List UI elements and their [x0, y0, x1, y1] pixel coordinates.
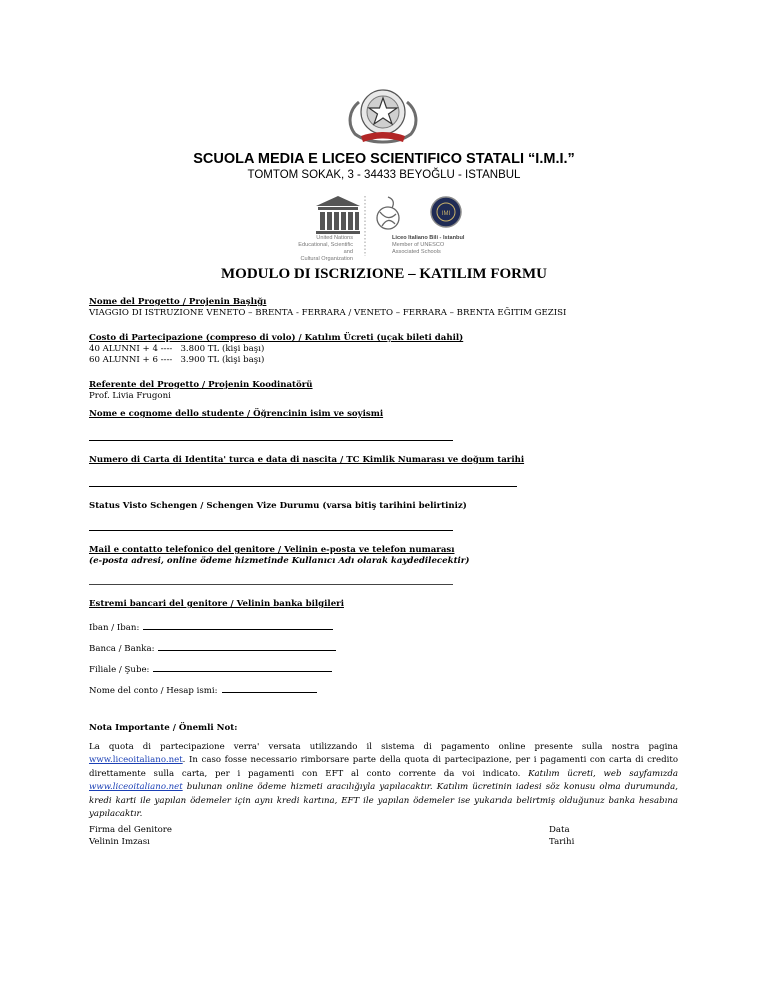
associated-schools-logo	[377, 197, 399, 229]
branch-field: Filiale / Şube:	[89, 663, 332, 676]
contact-label: Mail e contatto telefonico del genitore / Velinin e-posta ve telefon numarası	[89, 545, 455, 555]
id-number-input-line[interactable]	[89, 486, 517, 487]
website-link[interactable]: www.liceoitaliano.net	[89, 782, 183, 793]
iban-input-line[interactable]	[143, 621, 333, 630]
parent-signature-label-tr: Velinin Imzası	[89, 837, 150, 847]
website-link[interactable]: www.liceoitaliano.net	[89, 755, 183, 766]
contact-note: (e-posta adresi, online ödeme hizmetinde Kullanıcı Adı olarak kaydedilecektir)	[89, 556, 470, 566]
coordinator-heading: Referente del Progetto / Projenin Koodinatörü	[89, 380, 313, 390]
id-number-label: Numero di Carta di Identita' turca e data di nascita / TC Kimlik Numarası ve doğum tarihi	[89, 455, 525, 465]
account-name-field: Nome del conto / Hesap ismi:	[89, 684, 317, 697]
note-body: La quota di partecipazione verra' versata utilizzando il sistema di pagamento online presente sulla nostra pagina www.liceoitaliano.net. In caso fosse necessario rimborsare parte della quota di partecipazione, per i pagamenti con carta di credito direttamente sulla carta, per i pagamenti con EFT al conto corrente da voi indicato. Katılım ücreti, web sayfamızda www.liceoitaliano.net bulunan online ödeme hizmeti aracılığıyla yapılacaktır. Katılım ücretinin iadesi söz konusu olma durumunda, kredi karti ile yapılan ödemeler için aynı kredi kartına, EFT ile yapılan ödemeler ise yukarıda belirtmiş olduğunuz banka hesabına yapılacaktır.	[89, 742, 679, 820]
cost-heading: Costo di Partecipazione (compreso di volo) / Katılım Ücreti (uçak bileti dahil)	[89, 333, 464, 343]
account-name-input-line[interactable]	[222, 684, 317, 693]
project-heading: Nome del Progetto / Projenin Başlığı	[89, 297, 267, 307]
contact-input-line[interactable]	[89, 584, 453, 585]
date-label-it: Data	[549, 825, 570, 835]
project-value: VIAGGIO DI ISTRUZIONE VENETO – BRENTA - FERRARA / VENETO – FERRARA – BRENTA EĞITIM GEZISI	[89, 308, 567, 318]
bank-name-field: Banca / Banka:	[89, 642, 336, 655]
member-caption: Liceo Italiano Bili - Istanbul Member of UNESCO Associated Schools	[392, 235, 465, 255]
school-address: TOMTOM SOKAK, 3 - 34433 BEYOĞLU - ISTANBUL	[247, 169, 521, 181]
student-name-label: Nome e cognome dello studente / Öğrencinin isim ve soyismi	[89, 409, 384, 419]
student-name-input-line[interactable]	[89, 440, 453, 441]
bank-name-input-line[interactable]	[158, 642, 336, 651]
unesco-logo	[316, 196, 360, 234]
date-label-tr: Tarihi	[549, 837, 575, 847]
cost-row: 40 ALUNNI + 4 ---- 3.800 TL (kişi başı)	[89, 344, 265, 354]
italian-republic-emblem	[331, 82, 435, 144]
iban-field: Iban / Iban:	[89, 621, 333, 634]
parent-signature-label-it: Firma del Genitore	[89, 825, 172, 835]
svg-text:IMI: IMI	[441, 211, 451, 217]
bank-heading: Estremi bancari del genitore / Velinin banka bilgileri	[89, 599, 344, 609]
schengen-label: Status Visto Schengen / Schengen Vize Durumu (varsa bitiş tarihini belirtiniz)	[89, 501, 467, 511]
note-heading: Nota Importante / Önemli Not:	[89, 723, 238, 733]
school-name: SCUOLA MEDIA E LICEO SCIENTIFICO STATALI “I.M.I.”	[193, 151, 575, 167]
branch-input-line[interactable]	[153, 663, 332, 672]
unesco-caption: United Nations Educational, Scientific and Cultural Organization	[298, 235, 353, 262]
schengen-input-line[interactable]	[89, 530, 453, 531]
form-title: MODULO DI ISCRIZIONE – KATILIM FORMU	[221, 266, 547, 282]
school-crest-logo	[431, 197, 461, 227]
coordinator-value: Prof. Livia Frugoni	[89, 391, 171, 401]
cost-row: 60 ALUNNI + 6 ---- 3.900 TL (kişi başı)	[89, 355, 265, 365]
